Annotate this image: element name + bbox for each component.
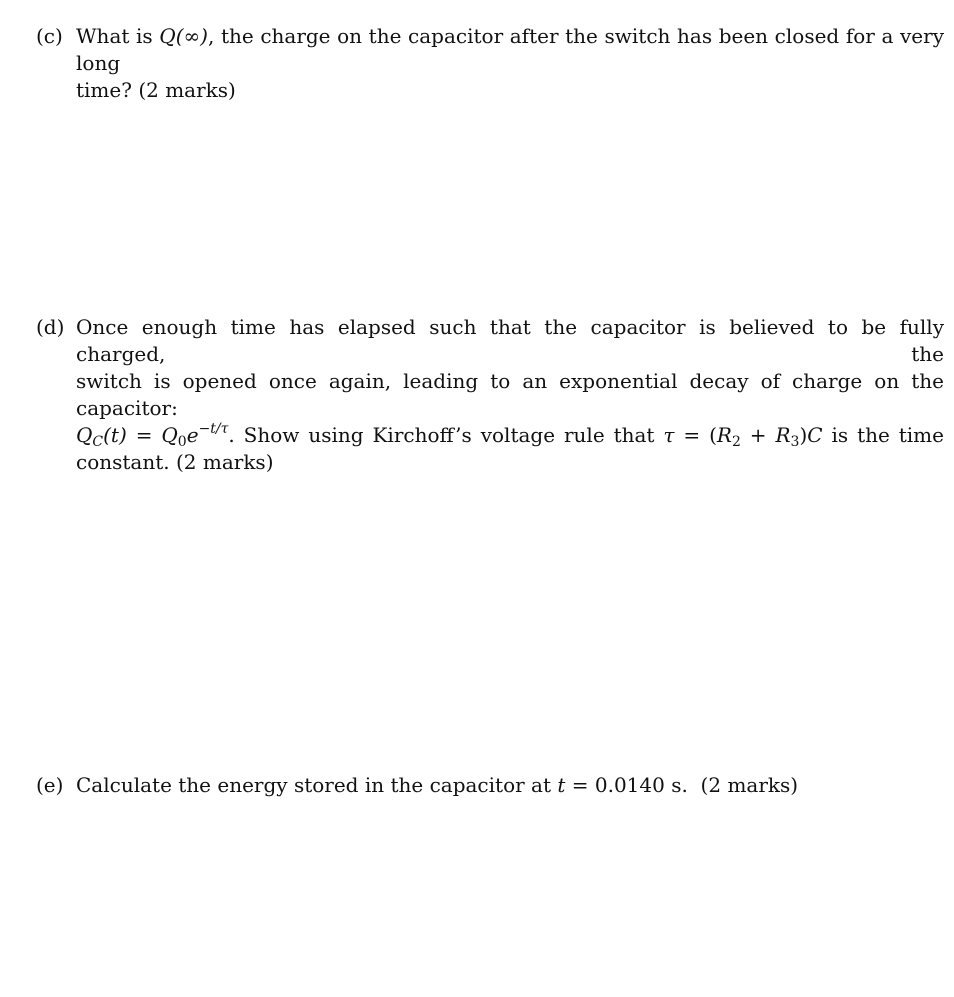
- question-c: [36, 23, 944, 104]
- question-d-line-3: $Q_C(t) = Q_0e^{-t/\tau}$. Show using Kirchoff’s voltage rule that $\tau = (R_2 + R_3)C$ is the time: [76, 421, 944, 450]
- question-c-body: [76, 23, 944, 104]
- math-t-variable: t: [557, 773, 566, 797]
- question-d-line-4: constant. (2 marks): [76, 450, 274, 474]
- question-d-label: (d): [36, 315, 65, 339]
- question-e-line-1: Calculate the energy stored in the capacitor at t = 0.0140 s. (2 marks): [76, 773, 799, 797]
- math-tau: τ: [663, 423, 675, 447]
- math-q-infinity: Q(∞): [159, 24, 208, 48]
- question-d: [36, 314, 944, 476]
- eq-charge-lhs: $Q_C(t)$: [76, 423, 127, 450]
- question-c-label: (c): [36, 24, 63, 48]
- question-d-body: [76, 314, 944, 476]
- question-e: [36, 772, 944, 799]
- eq-charge-rhs: $Q_0e^{-t/\tau}$: [161, 421, 229, 450]
- question-e-label: (e): [36, 773, 64, 797]
- question-d-line-2: switch is opened once again, leading to an exponential decay of charge on the capacitor:: [76, 369, 944, 420]
- question-c-line-1: What is Q(∞), the charge on the capacitor after the switch has been closed for a very long: [76, 24, 944, 75]
- math-time-constant: $(R_2 + R_3)C$: [709, 423, 823, 450]
- question-e-body: [76, 772, 944, 799]
- question-c-line-2: time? (2 marks): [76, 78, 236, 102]
- question-d-line-1: Once enough time has elapsed such that the capacitor is believed to be fully charged, the: [76, 315, 944, 366]
